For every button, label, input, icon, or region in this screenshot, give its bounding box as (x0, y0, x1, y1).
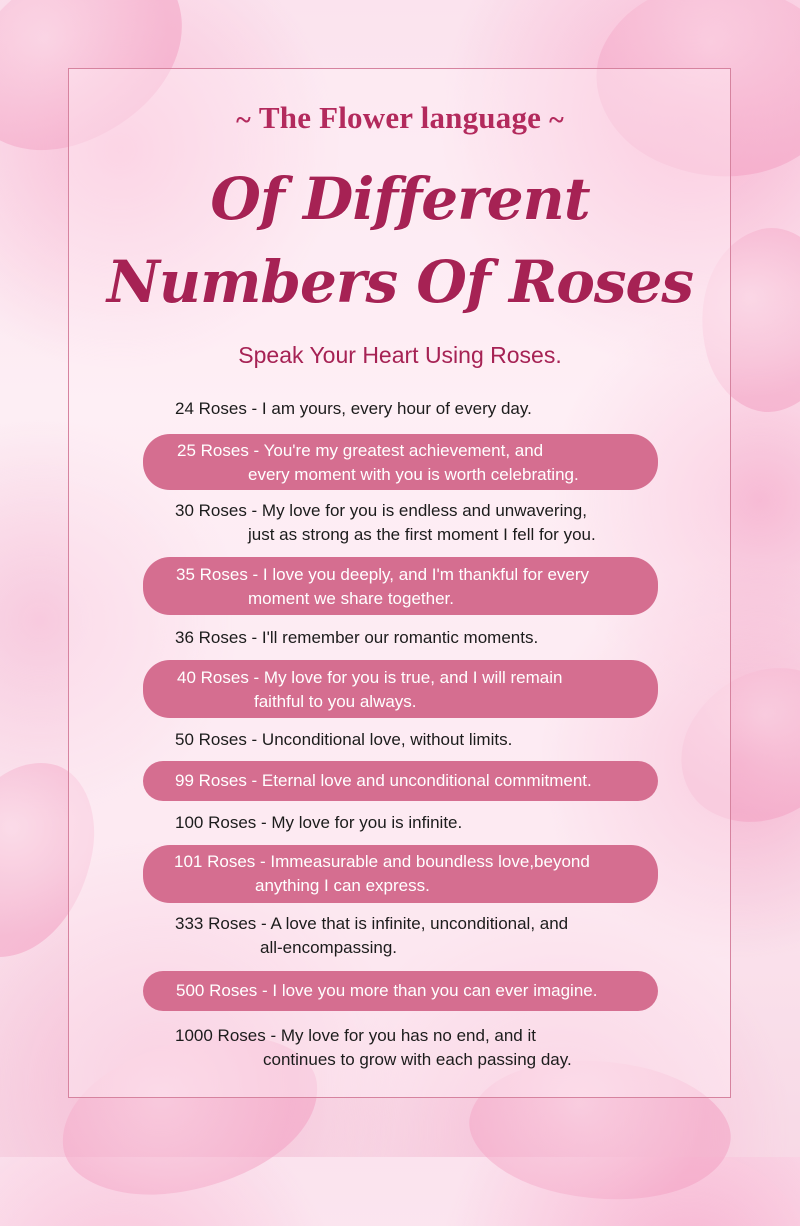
list-item (143, 499, 658, 551)
item-line-2: just as strong as the first moment I fell for you. (248, 525, 596, 544)
title-line-2: Numbers Of Roses (106, 248, 694, 316)
item-line-1: 40 Roses - My love for you is true, and I will remain (177, 668, 563, 687)
item-line-1: 36 Roses - I'll remember our romantic moments. (175, 628, 539, 647)
item-line-1: 101 Roses - Immeasurable and boundless love,beyond (174, 852, 590, 871)
list-item-highlighted (143, 845, 658, 903)
title-line-1: Of Different (210, 165, 590, 233)
item-line-1: 333 Roses - A love that is infinite, unconditional, and (175, 914, 569, 933)
item-line-1: 25 Roses - You're my greatest achievement, and (177, 441, 544, 460)
item-line-2: continues to grow with each passing day. (263, 1050, 572, 1069)
item-line-1: 24 Roses - I am yours, every hour of every day. (175, 399, 532, 418)
item-line-1: 500 Roses - I love you more than you can ever imagine. (176, 981, 598, 1000)
list-item (143, 912, 658, 964)
list-item-highlighted (143, 761, 658, 801)
list-item (143, 626, 658, 652)
item-line-1: 100 Roses - My love for you is infinite. (175, 813, 463, 832)
swash-right-icon: ~ (549, 104, 564, 136)
item-line-2: moment we share together. (248, 589, 455, 608)
heading-top-text: The Flower language (258, 100, 542, 135)
item-line-1: 99 Roses - Eternal love and unconditional commitment. (175, 771, 592, 790)
list-item-highlighted (143, 971, 658, 1011)
item-line-1: 50 Roses - Unconditional love, without limits. (175, 730, 513, 749)
item-line-2: every moment with you is worth celebrating. (248, 465, 579, 484)
list-item-highlighted (143, 557, 658, 615)
item-line-1: 1000 Roses - My love for you has no end, and it (175, 1026, 536, 1045)
heading-top (0, 100, 800, 137)
item-line-2: all-encompassing. (260, 938, 398, 957)
swash-left-icon: ~ (236, 104, 251, 136)
item-line-2: faithful to you always. (254, 692, 417, 711)
item-line-1: 30 Roses - My love for you is endless and unwavering, (175, 501, 587, 520)
item-line-1: 35 Roses - I love you deeply, and I'm thankful for every (176, 565, 590, 584)
list-item (143, 728, 658, 754)
list-item-highlighted (143, 660, 658, 718)
subtitle: Speak Your Heart Using Roses. (238, 342, 562, 368)
item-line-2: anything I can express. (255, 876, 430, 895)
list-item-highlighted (143, 434, 658, 490)
list-item (143, 811, 658, 837)
list-item (143, 397, 658, 423)
list-item (143, 1024, 658, 1076)
